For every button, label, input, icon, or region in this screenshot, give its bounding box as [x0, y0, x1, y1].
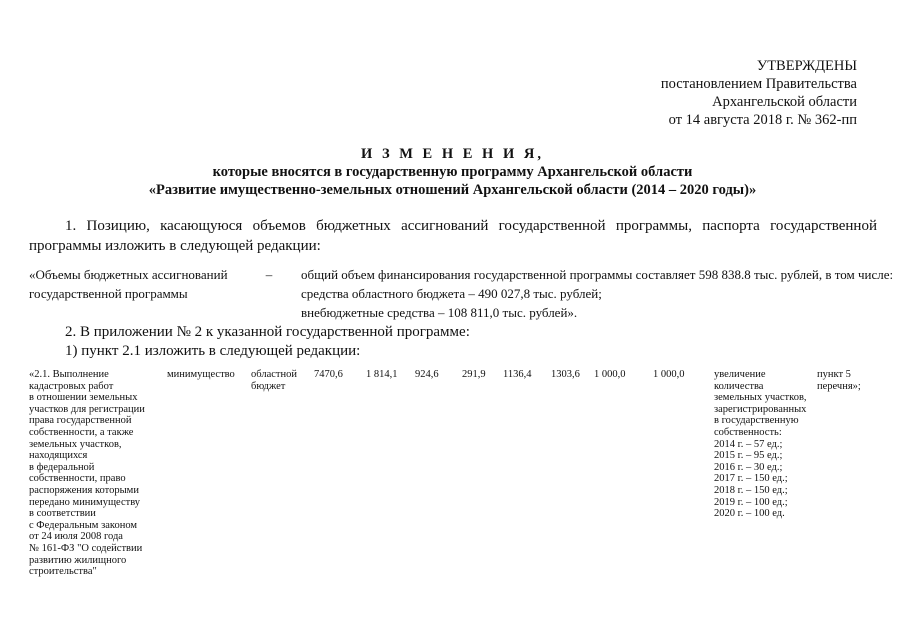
- year-2015-cell: 924,6: [415, 369, 439, 380]
- result-line: собственность:: [714, 426, 782, 438]
- measure-line: от 24 июля 2008 года: [29, 531, 123, 543]
- result-line: 2016 г. – 30 ед.;: [714, 461, 783, 473]
- source-line: бюджет: [251, 380, 286, 392]
- link-line: перечня»;: [817, 380, 861, 392]
- approval-line: Архангельской области: [712, 94, 857, 110]
- year-2019-cell: 1 000,0: [594, 369, 626, 380]
- budget-value-line: общий объем финансирования государственной программы составляет 598 838.8 тыс. рублей, в том числе:: [301, 267, 894, 282]
- measure-line: «2.1. Выполнение: [29, 369, 109, 380]
- source-line: областной: [251, 369, 297, 380]
- year-2016-cell: 291,9: [462, 369, 486, 380]
- year-2020-cell: 1 000,0: [653, 369, 685, 380]
- measure-line: в федеральной: [29, 461, 95, 473]
- budget-dash: –: [265, 267, 273, 282]
- measure-line: строительства": [29, 566, 97, 578]
- result-cell: [714, 369, 824, 520]
- measure-line: развитию жилищного: [29, 554, 127, 566]
- result-line: зарегистрированных: [714, 403, 807, 415]
- result-line: 2014 г. – 57 ед.;: [714, 438, 783, 450]
- funding-source-cell: [251, 369, 306, 392]
- approval-line: от 14 августа 2018 г. № 362-пп: [668, 112, 857, 128]
- result-line: 2018 г. – 150 ед.;: [714, 484, 788, 496]
- measure-line: собственности, право: [29, 473, 126, 485]
- measure-line: в соответствии: [29, 508, 96, 520]
- measure-line: участков для регистрации: [29, 403, 145, 415]
- budget-value-line: средства областного бюджета – 490 027,8 тыс. рублей;: [301, 286, 602, 301]
- year-2014-cell: 1 814,1: [366, 369, 398, 380]
- measure-line: передано минимуществу: [29, 496, 141, 508]
- budget-values: [301, 265, 894, 322]
- result-line: 2020 г. – 100 ед.: [714, 508, 785, 520]
- result-line: в государственную: [714, 415, 799, 427]
- document-title: [0, 145, 905, 199]
- measure-line: права государственной: [29, 415, 132, 427]
- title-heading: И З М Е Н Е Н И Я,: [361, 146, 544, 162]
- approval-line: УТВЕРЖДЕНЫ: [756, 58, 857, 74]
- link-cell: [817, 369, 879, 392]
- measure-line: находящихся: [29, 450, 88, 462]
- paragraph-3: 1) пункт 2.1 изложить в следующей редакции:: [65, 343, 361, 359]
- budget-value-line: внебюджетные средства – 108 811,0 тыс. рублей».: [301, 305, 578, 320]
- measure-line: земельных участков,: [29, 438, 122, 450]
- result-line: 2017 г. – 150 ед.;: [714, 473, 788, 485]
- year-2017-cell: 1136,4: [503, 369, 532, 380]
- budget-label-line: «Объемы бюджетных ассигнований: [29, 267, 228, 282]
- measure-line: собственности, а также: [29, 426, 134, 438]
- budget-label-line: государственной программы: [29, 286, 188, 301]
- measure-line: распоряжения которыми: [29, 484, 139, 496]
- result-line: 2015 г. – 95 ед.;: [714, 450, 783, 462]
- title-program-name: «Развитие имущественно-земельных отношений Архангельской области (2014 – 2020 годы)»: [148, 182, 757, 198]
- paragraph-2: 2. В приложении № 2 к указанной государственной программе:: [65, 324, 470, 340]
- budget-label: [29, 265, 255, 303]
- measure-line: в отношении земельных: [29, 392, 138, 404]
- executor-cell: минимущество: [167, 369, 235, 380]
- measure-line: кадастровых работ: [29, 380, 114, 392]
- total-cell: 7470,6: [314, 369, 343, 380]
- result-line: увеличение: [714, 369, 766, 380]
- paragraph-1: 1. Позицию, касающуюся объемов бюджетных ассигнований государственной программы, паспорта государственной программы изложить в следующей редакции:: [29, 218, 877, 254]
- measure-line: № 161-ФЗ "О содействии: [29, 542, 143, 554]
- measure-line: с Федеральным законом: [29, 519, 138, 531]
- result-line: количества: [714, 380, 764, 392]
- title-subheading: которые вносятся в государственную программу Архангельской области: [212, 164, 693, 180]
- result-line: 2019 г. – 100 ед.;: [714, 496, 788, 508]
- link-line: пункт 5: [817, 369, 851, 380]
- result-line: земельных участков,: [714, 392, 807, 404]
- approval-block: [597, 57, 857, 129]
- measure-cell: [29, 369, 157, 578]
- approval-line: постановлением Правительства: [660, 76, 857, 92]
- year-2018-cell: 1303,6: [551, 369, 580, 380]
